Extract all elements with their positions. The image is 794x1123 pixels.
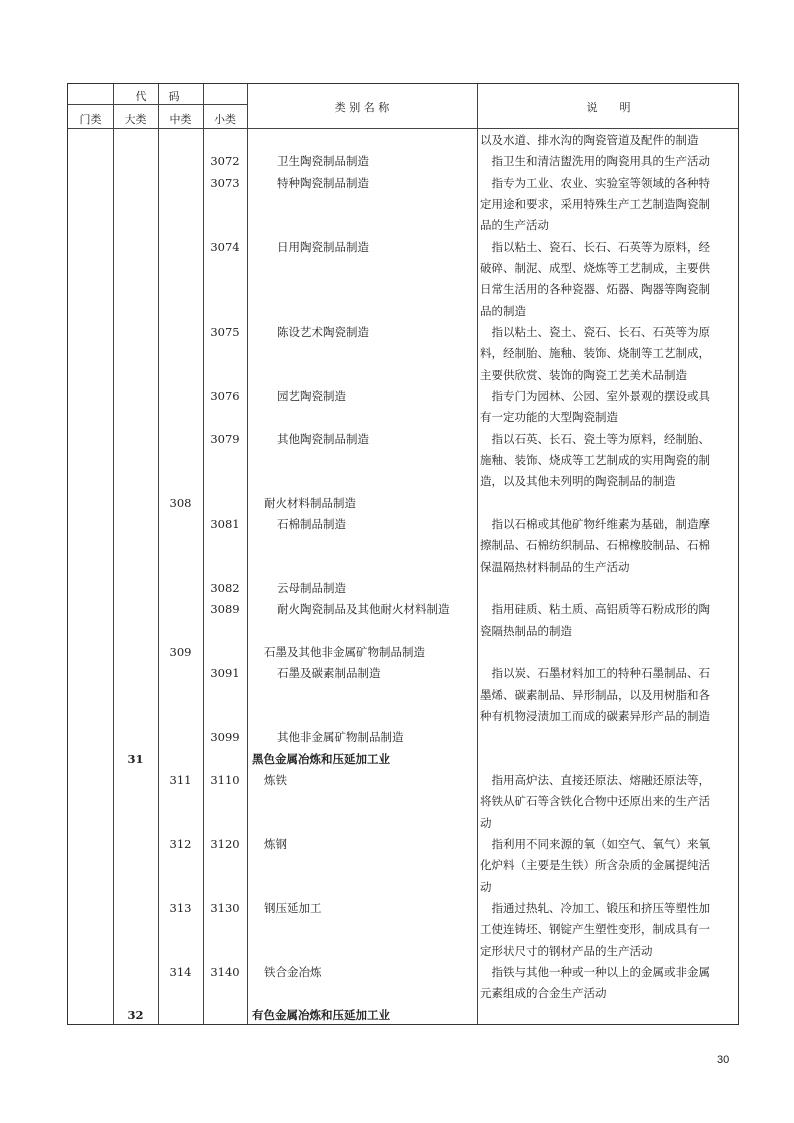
description bbox=[480, 599, 738, 642]
code-men bbox=[68, 429, 113, 450]
code-zhong bbox=[158, 1005, 203, 1026]
description-line: 动 bbox=[480, 879, 492, 894]
code-xiao bbox=[203, 642, 247, 663]
table-body bbox=[68, 130, 738, 1026]
code-da bbox=[113, 514, 158, 535]
code-xiao: 3091 bbox=[210, 666, 240, 681]
description-line: 品的制造 bbox=[480, 303, 526, 318]
code-xiao bbox=[203, 493, 247, 514]
category-name: 日用陶瓷制品制造 bbox=[277, 239, 369, 254]
code-xiao: 3120 bbox=[210, 837, 240, 852]
description-line: 指铁与其他一种或一种以上的金属或非金属 bbox=[491, 965, 710, 980]
header-divider bbox=[68, 104, 247, 105]
code-men bbox=[68, 130, 113, 151]
code-zhong bbox=[158, 237, 203, 258]
table-row bbox=[68, 386, 738, 429]
code-men bbox=[68, 237, 113, 258]
code-zhong bbox=[158, 663, 203, 684]
description-line: 动 bbox=[480, 815, 492, 830]
code-da bbox=[113, 578, 158, 599]
header-men: 门类 bbox=[79, 113, 102, 126]
table-row bbox=[68, 834, 738, 898]
category-name bbox=[252, 130, 502, 151]
code-zhong bbox=[158, 578, 203, 599]
description-line: 指以粘土、瓷土、瓷石、长石、石英等为原 bbox=[491, 325, 710, 340]
description bbox=[480, 770, 738, 834]
category-name: 卫生陶瓷制品制造 bbox=[277, 154, 369, 169]
category-name: 特种陶瓷制品制造 bbox=[277, 175, 369, 190]
category-name: 炼钢 bbox=[264, 837, 287, 852]
description-line: 墨烯、碳素制品、异形制品，以及用树脂和各 bbox=[480, 687, 710, 702]
header-name: 类 别 名 称 bbox=[334, 101, 390, 114]
code-men bbox=[68, 599, 113, 620]
description-line: 定用途和要求，采用特殊生产工艺制造陶瓷制 bbox=[480, 196, 710, 211]
table-row bbox=[68, 493, 738, 514]
code-men bbox=[68, 898, 113, 919]
code-xiao: 3099 bbox=[210, 730, 240, 745]
description-line: 指以石英、长石、瓷土等为原料，经制胎、 bbox=[491, 431, 710, 446]
code-men bbox=[68, 727, 113, 748]
code-men bbox=[68, 834, 113, 855]
code-da bbox=[113, 599, 158, 620]
description-line: 瓷隔热制品的制造 bbox=[480, 623, 572, 638]
description-line: 料，经制胎、施釉、装饰、烧制等工艺制成， bbox=[480, 346, 710, 361]
code-da bbox=[113, 322, 158, 343]
code-da bbox=[113, 429, 158, 450]
code-zhong bbox=[158, 322, 203, 343]
description bbox=[480, 663, 738, 727]
description-line: 以及水道、排水沟的陶瓷管道及配件的制造 bbox=[480, 133, 699, 147]
description bbox=[480, 386, 738, 429]
code-xiao: 3075 bbox=[210, 325, 240, 340]
category-name: 其他陶瓷制品制造 bbox=[277, 431, 369, 446]
code-xiao: 3076 bbox=[210, 389, 240, 404]
code-xiao: 3081 bbox=[210, 517, 240, 532]
code-zhong bbox=[158, 386, 203, 407]
code-zhong bbox=[158, 749, 203, 770]
code-zhong bbox=[158, 727, 203, 748]
table-row bbox=[68, 322, 738, 386]
table-row bbox=[68, 749, 738, 770]
code-men bbox=[68, 151, 113, 172]
code-xiao: 3082 bbox=[210, 581, 240, 596]
description bbox=[480, 514, 738, 578]
code-da: 31 bbox=[127, 751, 144, 766]
description-line: 施釉、装饰、烧成等工艺制成的实用陶瓷的制 bbox=[480, 453, 710, 468]
code-da bbox=[113, 962, 158, 983]
category-name: 耐火材料制品制造 bbox=[264, 495, 356, 510]
code-xiao bbox=[203, 1005, 247, 1026]
description-line: 指以石棉或其他矿物纤维素为基础，制造摩 bbox=[491, 517, 710, 532]
code-men bbox=[68, 663, 113, 684]
category-name: 园艺陶瓷制造 bbox=[277, 389, 346, 404]
description-line: 有一定功能的大型陶瓷制造 bbox=[480, 410, 618, 425]
code-zhong bbox=[158, 151, 203, 172]
table-row bbox=[68, 514, 738, 578]
description-line: 元素组成的合金生产活动 bbox=[480, 986, 607, 1001]
code-zhong: 311 bbox=[169, 773, 192, 788]
table-row bbox=[68, 599, 738, 642]
code-da bbox=[113, 727, 158, 748]
description bbox=[480, 834, 738, 898]
description-line: 指利用不同来源的氧（如空气、氧气）来氧 bbox=[491, 837, 710, 852]
code-xiao bbox=[203, 130, 247, 151]
code-men bbox=[68, 493, 113, 514]
code-da bbox=[113, 130, 158, 151]
code-men bbox=[68, 962, 113, 983]
description-line: 指卫生和清洁盥洗用的陶瓷用具的生产活动 bbox=[491, 154, 710, 169]
header-da: 大类 bbox=[124, 113, 147, 126]
description bbox=[480, 322, 738, 386]
classification-table bbox=[67, 83, 739, 1025]
description bbox=[480, 173, 738, 237]
code-men bbox=[68, 770, 113, 791]
code-men bbox=[68, 642, 113, 663]
table-row bbox=[68, 237, 738, 322]
code-xiao: 3140 bbox=[210, 965, 240, 980]
table-row bbox=[68, 770, 738, 834]
code-xiao: 3089 bbox=[210, 602, 240, 617]
header-code: 代 码 bbox=[135, 90, 180, 103]
header-xiao: 小类 bbox=[214, 113, 236, 126]
code-zhong: 308 bbox=[169, 495, 192, 510]
description-line: 指专为工业、农业、实验室等领域的各种特 bbox=[491, 175, 710, 190]
page-number: 30 bbox=[717, 1054, 730, 1066]
code-zhong bbox=[158, 599, 203, 620]
code-men bbox=[68, 514, 113, 535]
table-row bbox=[68, 642, 738, 663]
description-line: 擦制品、石棉纺织制品、石棉橡胶制品、石棉 bbox=[480, 538, 710, 553]
table-row bbox=[68, 173, 738, 237]
description-line: 日常生活用的各种瓷器、炻器、陶器等陶瓷制 bbox=[480, 282, 710, 297]
code-da bbox=[113, 386, 158, 407]
description-line: 指以炭、石墨材料加工的特种石墨制品、石 bbox=[491, 666, 710, 681]
description-line: 种有机物浸渍加工而成的碳素异形产品的制造 bbox=[480, 709, 710, 724]
code-da bbox=[113, 770, 158, 791]
description bbox=[480, 962, 738, 1005]
table-row bbox=[68, 151, 738, 172]
code-men bbox=[68, 749, 113, 770]
description bbox=[480, 898, 738, 962]
description bbox=[480, 429, 738, 493]
code-men bbox=[68, 386, 113, 407]
code-da bbox=[113, 663, 158, 684]
description bbox=[480, 151, 738, 172]
description-line: 主要供欣赏、装饰的陶瓷工艺美术品制造 bbox=[480, 367, 687, 382]
code-zhong: 309 bbox=[169, 645, 192, 660]
code-da: 32 bbox=[127, 1007, 144, 1022]
description-line: 定形状尺寸的钢材产品的生产活动 bbox=[480, 943, 653, 958]
code-xiao: 3079 bbox=[210, 431, 240, 446]
category-name: 陈设艺术陶瓷制造 bbox=[277, 325, 369, 340]
description-line: 工使连铸坯、钢锭产生塑性变形，制成具有一 bbox=[480, 922, 710, 937]
code-zhong: 313 bbox=[169, 901, 192, 916]
description-line: 破碎、制泥、成型、烧炼等工艺制成，主要供 bbox=[480, 261, 710, 275]
table-row bbox=[68, 1005, 738, 1026]
table-row bbox=[68, 727, 738, 748]
category-name: 石墨及碳素制品制造 bbox=[277, 666, 381, 681]
category-name: 钢压延加工 bbox=[264, 901, 322, 916]
code-men bbox=[68, 1005, 113, 1026]
code-xiao: 3072 bbox=[210, 154, 240, 169]
code-zhong bbox=[158, 429, 203, 450]
description-line: 指专门为园林、公园、室外景观的摆设或具 bbox=[491, 389, 710, 404]
code-xiao: 3130 bbox=[210, 901, 240, 916]
code-zhong bbox=[158, 130, 203, 151]
category-name: 其他非金属矿物制品制造 bbox=[277, 730, 404, 745]
category-name: 黑色金属冶炼和压延加工业 bbox=[252, 751, 390, 766]
code-men bbox=[68, 578, 113, 599]
category-name: 石棉制品制造 bbox=[277, 517, 346, 532]
code-da bbox=[113, 642, 158, 663]
category-name: 石墨及其他非金属矿物制品制造 bbox=[264, 645, 425, 660]
code-xiao: 3110 bbox=[210, 773, 240, 788]
description-line: 造，以及其他未列明的陶瓷制品的制造 bbox=[480, 474, 676, 489]
code-men bbox=[68, 322, 113, 343]
description-line: 指以粘土、瓷石、长石、石英等为原料，经 bbox=[491, 239, 710, 254]
table-row bbox=[68, 663, 738, 727]
header-bottom-line bbox=[68, 128, 738, 129]
code-xiao: 3074 bbox=[210, 239, 240, 254]
category-name: 有色金属冶炼和压延加工业 bbox=[252, 1007, 390, 1022]
description-line: 保温隔热材料制品的生产活动 bbox=[480, 559, 630, 574]
header-zhong: 中类 bbox=[169, 113, 192, 126]
category-name: 耐火陶瓷制品及其他耐火材料制造 bbox=[277, 602, 450, 617]
code-xiao bbox=[203, 749, 247, 770]
header-desc: 说 明 bbox=[586, 101, 631, 114]
description-line: 指用硅质、粘土质、高铝质等石粉成形的陶 bbox=[491, 602, 710, 617]
description bbox=[480, 237, 738, 322]
description bbox=[480, 130, 738, 151]
table-row bbox=[68, 962, 738, 1005]
code-da bbox=[113, 237, 158, 258]
code-zhong: 314 bbox=[169, 965, 192, 980]
description-line: 将铁从矿石等含铁化合物中还原出来的生产活 bbox=[480, 794, 710, 809]
code-da bbox=[113, 151, 158, 172]
code-xiao: 3073 bbox=[210, 175, 240, 190]
code-da bbox=[113, 493, 158, 514]
code-zhong bbox=[158, 173, 203, 194]
code-da bbox=[113, 898, 158, 919]
category-name: 云母制品制造 bbox=[277, 581, 346, 596]
table-row bbox=[68, 130, 738, 151]
code-men bbox=[68, 173, 113, 194]
code-zhong: 312 bbox=[169, 837, 192, 852]
table-row bbox=[68, 429, 738, 493]
category-name: 铁合金冶炼 bbox=[264, 965, 322, 980]
table-row bbox=[68, 578, 738, 599]
table-row bbox=[68, 898, 738, 962]
code-da bbox=[113, 173, 158, 194]
code-zhong bbox=[158, 514, 203, 535]
category-name: 炼铁 bbox=[264, 773, 287, 788]
description-line: 品的生产活动 bbox=[480, 218, 549, 233]
description-line: 指通过热轧、冷加工、锻压和挤压等塑性加 bbox=[491, 901, 710, 916]
description-line: 化炉料（主要是生铁）所含杂质的金属提纯活 bbox=[480, 858, 710, 873]
description-line: 指用高炉法、直接还原法、熔融还原法等， bbox=[491, 773, 710, 788]
code-da bbox=[113, 834, 158, 855]
